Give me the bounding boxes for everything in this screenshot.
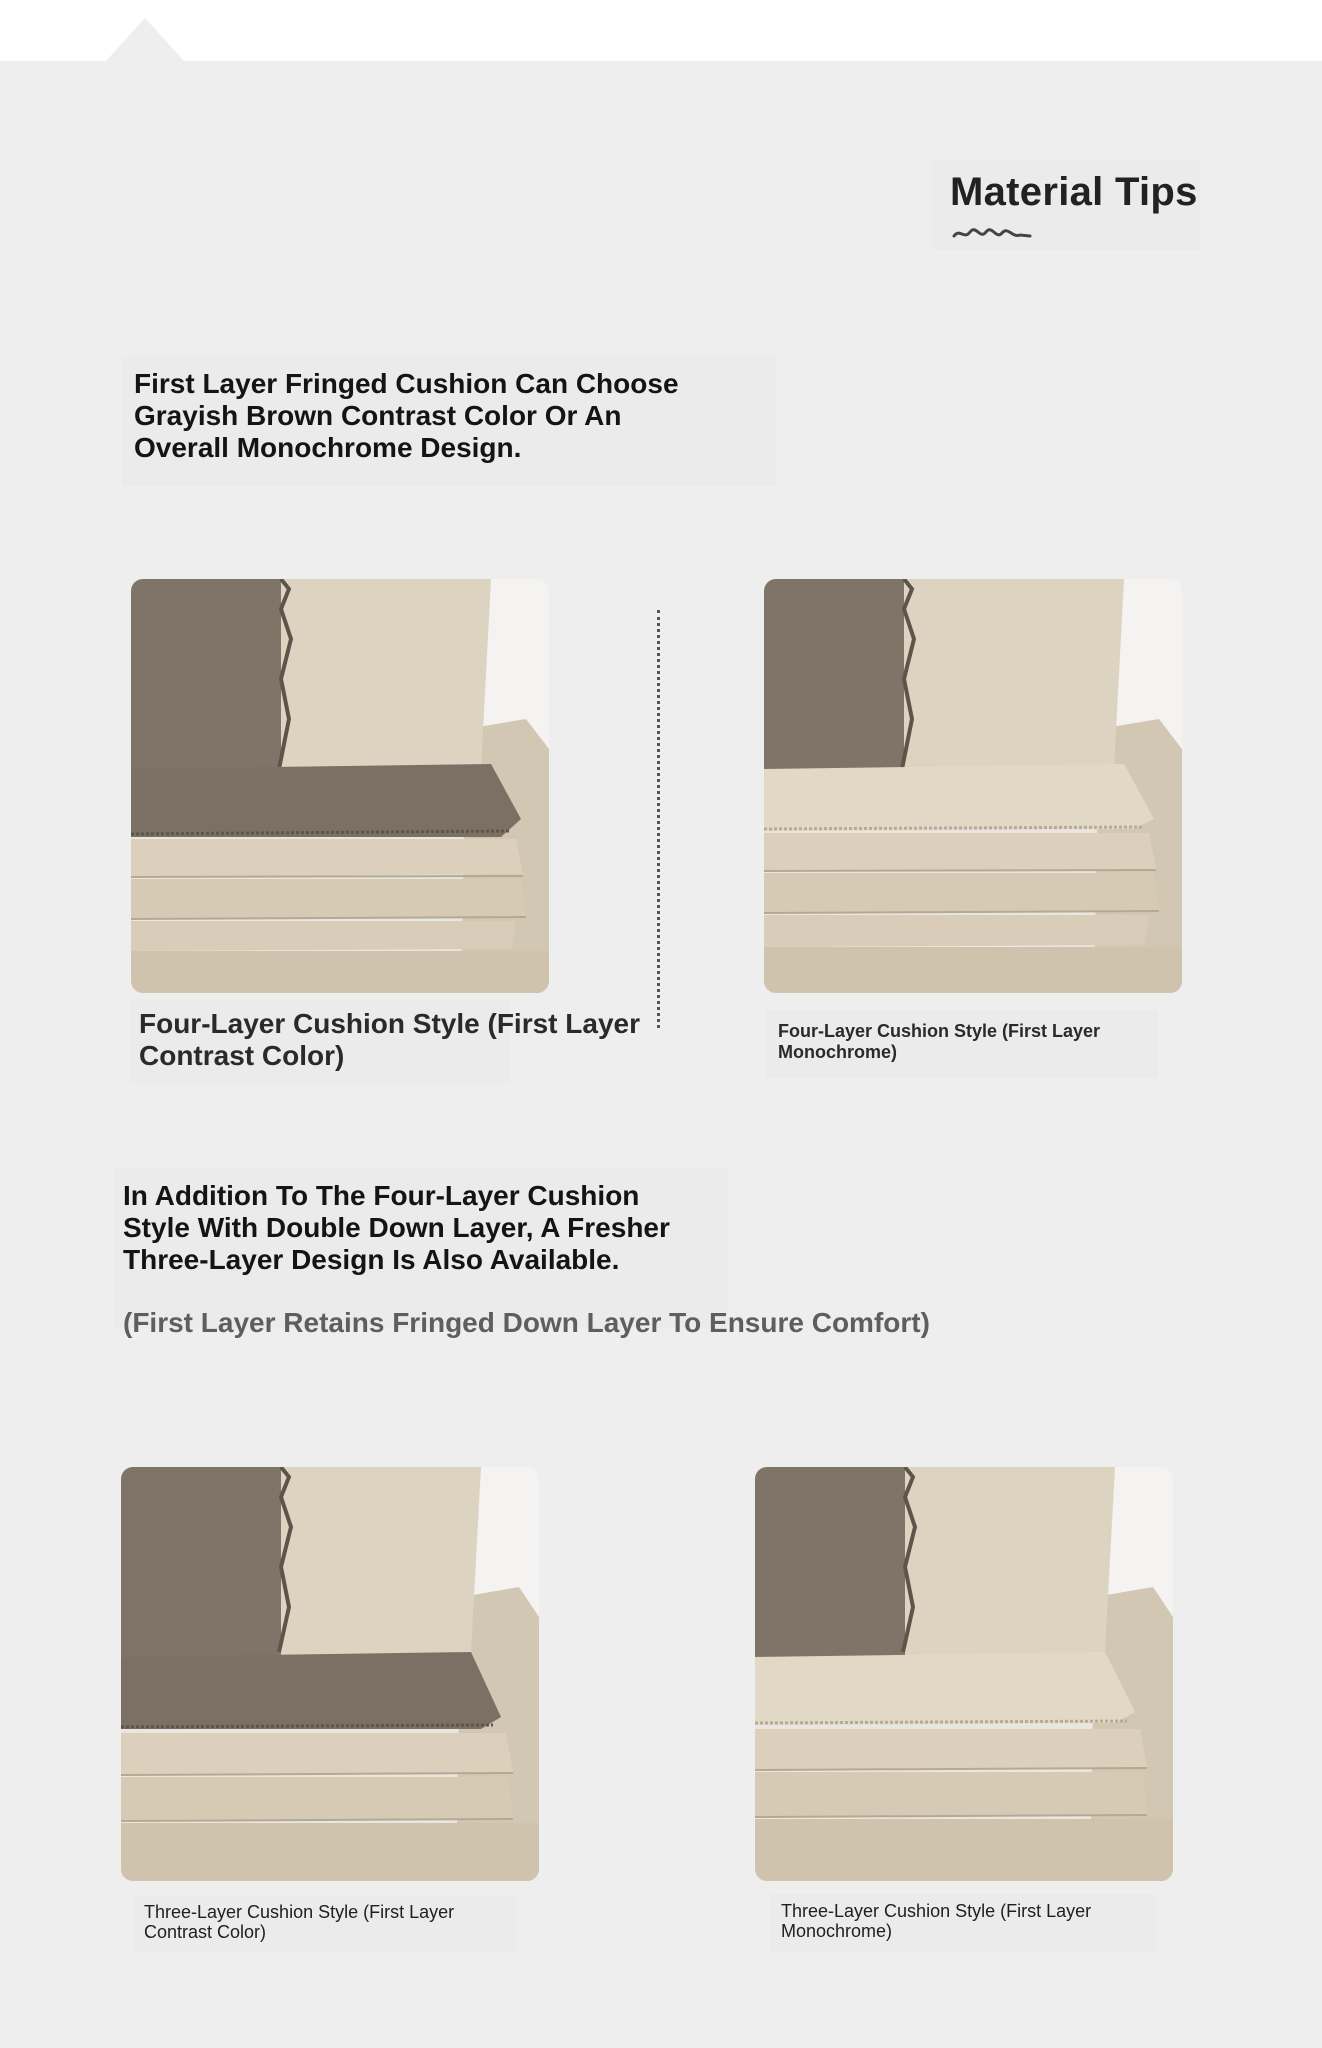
caption-three-layer-contrast: Three-Layer Cushion Style (First Layer Contrast Color) <box>144 1902 455 1942</box>
page-title: Material Tips <box>950 170 1198 214</box>
sofa-three-layer-contrast-image <box>121 1467 539 1881</box>
dotted-divider <box>657 610 660 1028</box>
caption-four-layer-monochrome: Four-Layer Cushion Style (First Layer Monochrome) <box>778 1021 1101 1062</box>
top-notch <box>105 18 185 62</box>
section2-heading: In Addition To The Four-Layer Cushion Style With Double Down Layer, A Fresher Three-Layer Design Is Also Available. <box>123 1180 670 1275</box>
caption-four-layer-contrast: Four-Layer Cushion Style (First Layer Contrast Color) <box>139 1008 640 1071</box>
section2-subheading: (First Layer Retains Fringed Down Layer To Ensure Comfort) <box>123 1307 930 1338</box>
top-bar <box>0 0 1322 61</box>
section1-heading: First Layer Fringed Cushion Can Choose Grayish Brown Contrast Color Or An Overall Monochrome Design. <box>134 368 679 463</box>
sofa-four-layer-contrast-image <box>131 579 549 993</box>
caption-three-layer-monochrome: Three-Layer Cushion Style (First Layer Monochrome) <box>781 1901 1092 1941</box>
title-underline-scribble <box>952 226 1032 242</box>
sofa-three-layer-monochrome-image <box>755 1467 1173 1881</box>
sofa-four-layer-monochrome-image <box>764 579 1182 993</box>
